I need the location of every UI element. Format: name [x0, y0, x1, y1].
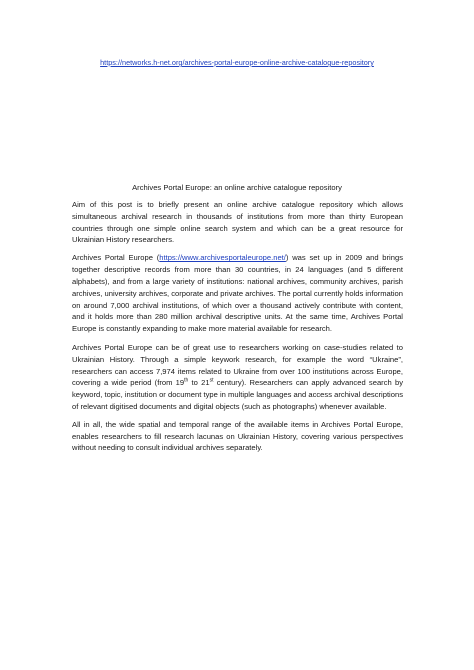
- article-body: [72, 199, 403, 460]
- superscript-th: th: [184, 377, 189, 384]
- paragraph-overview-rest: ) was set up in 2009 and brings together descriptive records from more than 30 countries, in 24 languages (and 5 different alphabets), and from a large variety of institutions: national archives, community archives, parish archives, university archives, corporate and private archives. The portal currently holds information on around 7,000 archival institutions, of which over a thousand actively contribute with content, and it holds more than 280 million archival descriptive units. At the same time, Archives Portal Europe is constantly expanding to make more material available for research.: [72, 253, 403, 334]
- article-title: Archives Portal Europe: an online archive catalogue repository: [132, 183, 342, 192]
- paragraph-overview: [72, 252, 403, 335]
- paragraph-ukraine-part-b: to 21: [188, 378, 210, 388]
- archives-portal-link[interactable]: https://www.archivesportaleurope.net/: [159, 253, 286, 263]
- source-url-link[interactable]: https://networks.h-net.org/archives-portal-europe-online-archive-catalogue-repository: [100, 58, 374, 67]
- source-url-line: [0, 58, 474, 68]
- superscript-st: st: [209, 377, 214, 384]
- paragraph-ukraine-part-c: century). Researchers can apply advanced search by keyword, topic, institution or document type in multiple languages and access archival descriptions of relevant digitised documents and digital objects (such as photographs) whenever available.: [72, 378, 403, 411]
- paragraph-ukraine-research: [72, 342, 403, 413]
- paragraph-overview-lead: Archives Portal Europe (: [72, 253, 160, 263]
- paragraph-ukraine-part-a: Archives Portal Europe can be of great use to researchers working on case-studies related to Ukrainian History. Through a simple keywork research, for example the word “Ukraine”, researchers can access 7,974 items related to Ukraine from over 100 institutions across Europe, covering a wide period (from 19: [72, 342, 403, 388]
- paragraph-intro: Aim of this post is to briefly present an online archive catalogue repository which allows simultaneous archival research in thousands of institutions from more than thirty European countries through one simple online search system and which can be a great resource for Ukrainian History researchers.: [72, 200, 403, 245]
- paragraph-conclusion: All in all, the wide spatial and temporal range of the available items in Archives Portal Europe, enables researchers to fill research lacunas on Ukrainian History, covering various perspectives without needing to consult individual archives separately.: [72, 419, 403, 453]
